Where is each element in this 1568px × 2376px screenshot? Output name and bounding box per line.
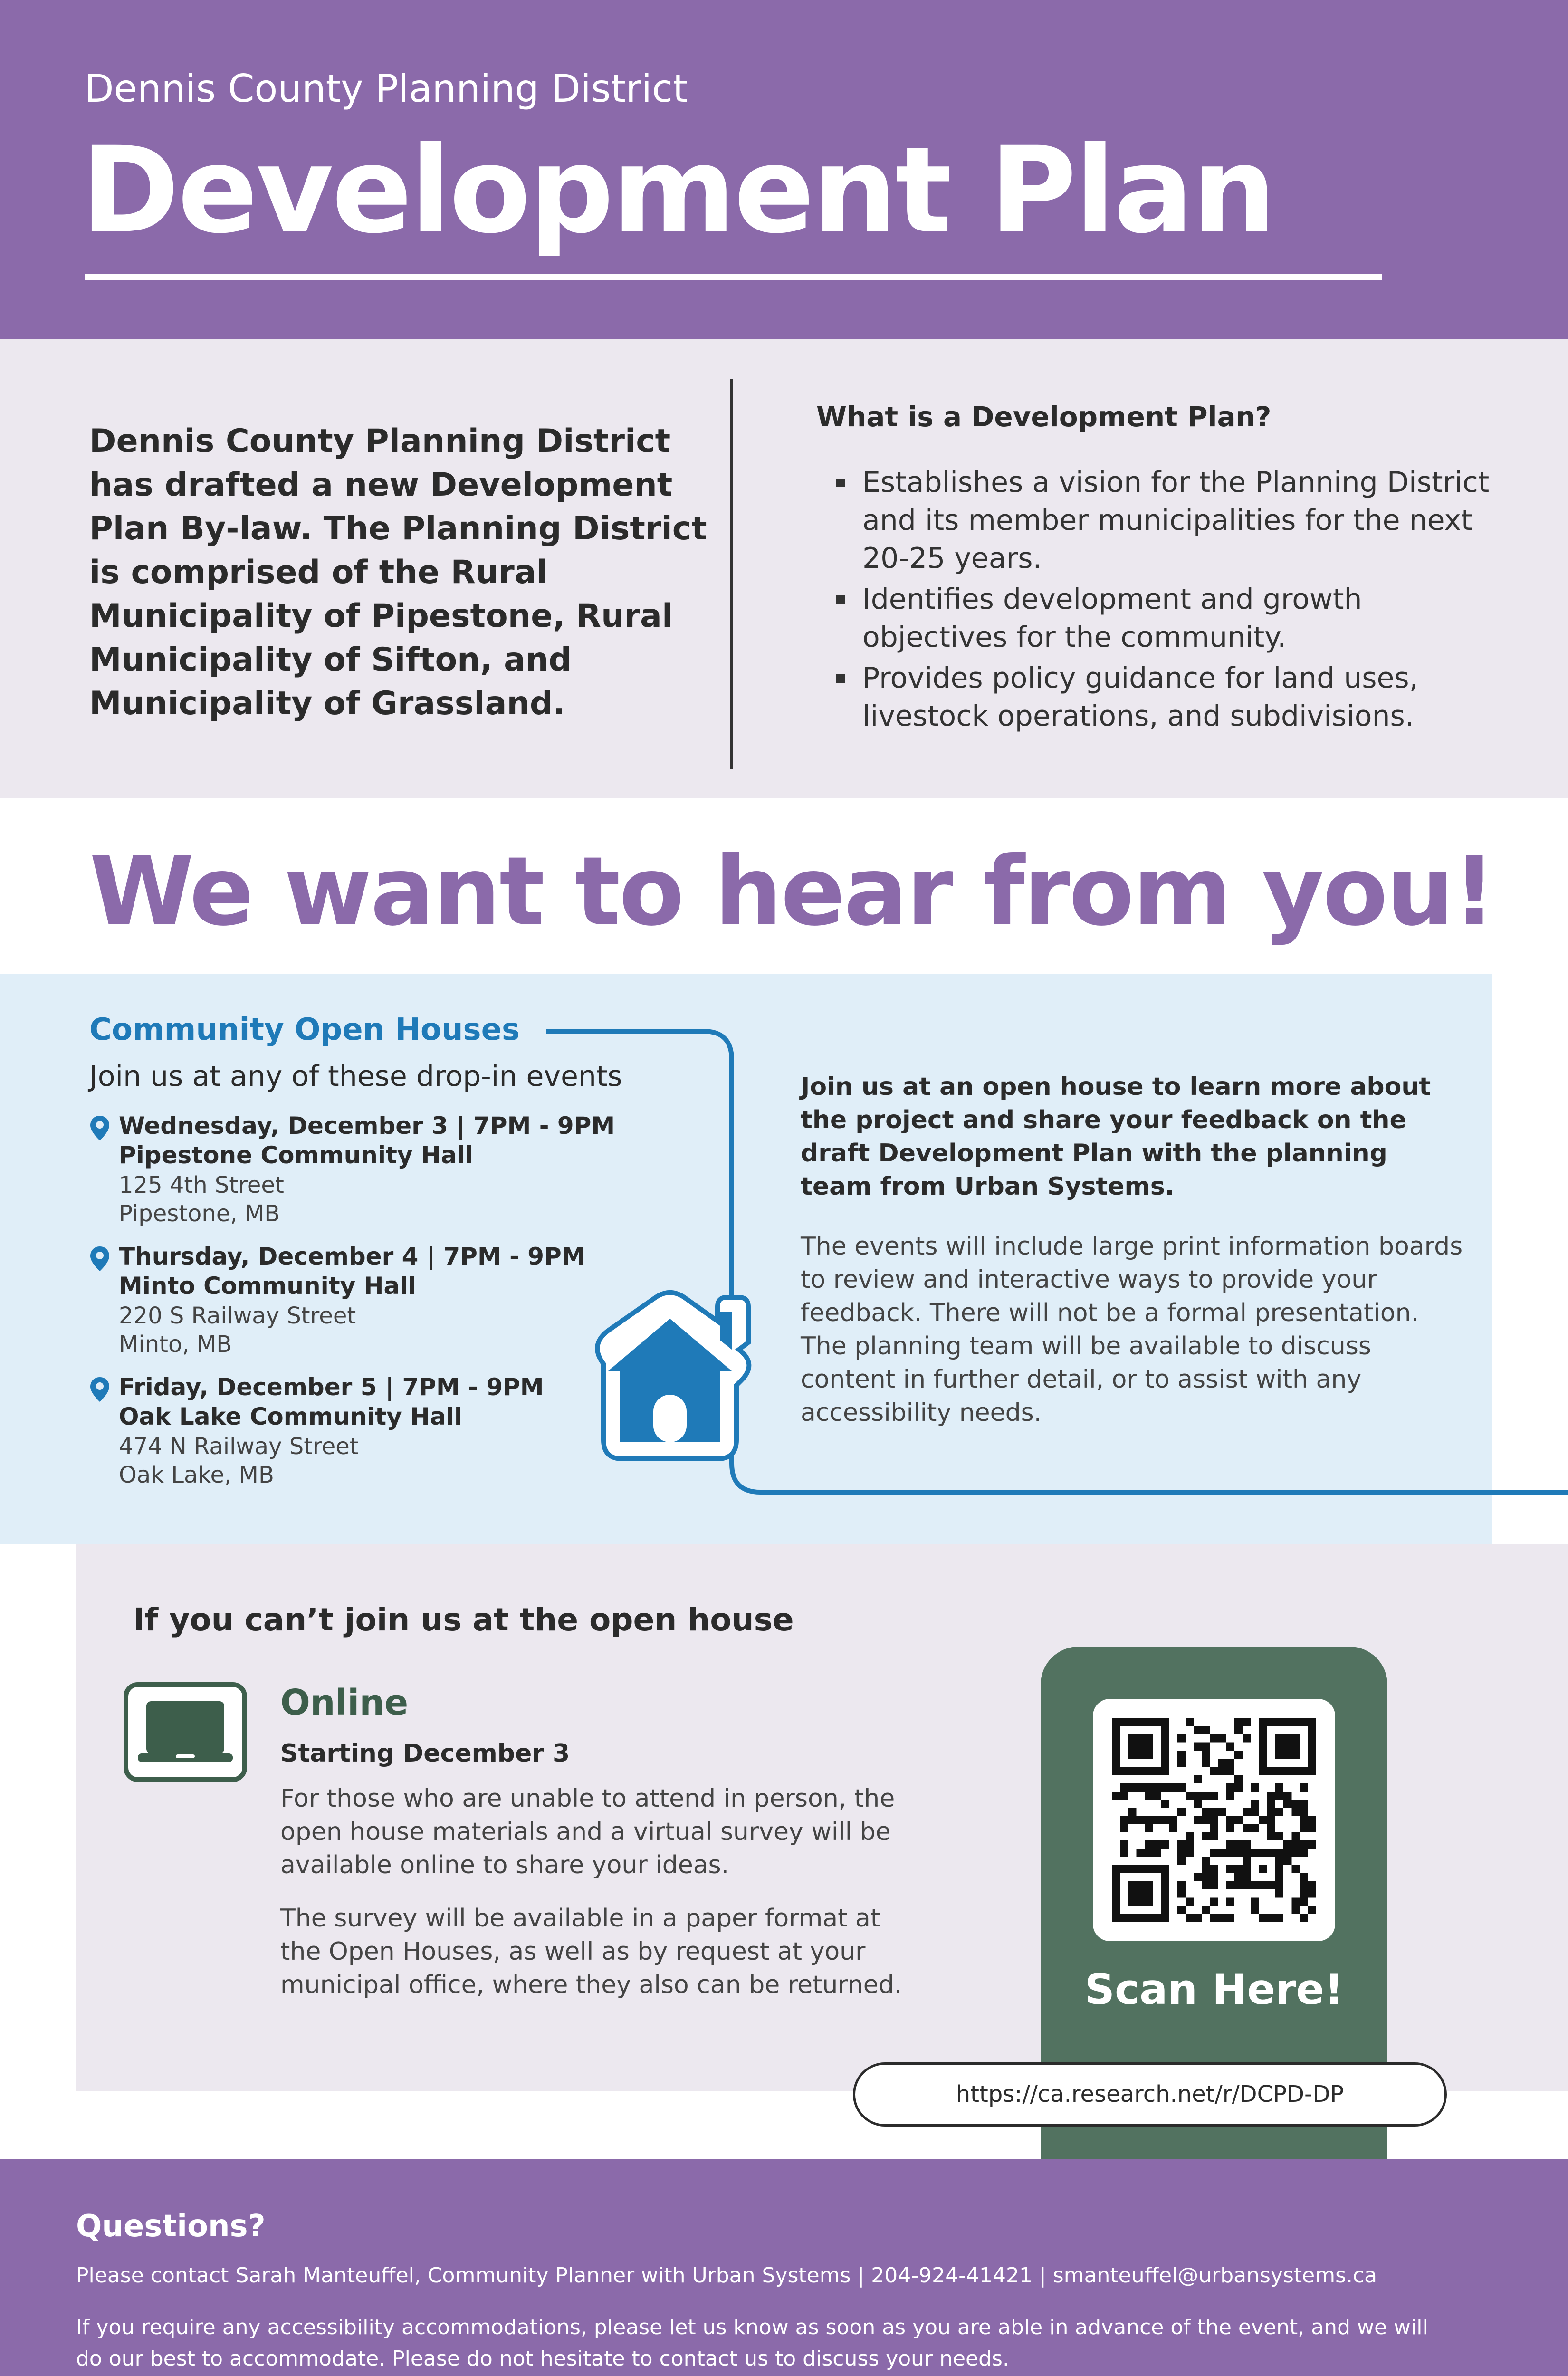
footer [0,2159,1568,2376]
intro-bullet-text: Provides policy guidance for land uses, livestock operations, and subdivisions. [862,661,1418,733]
intro-divider [730,379,733,769]
footer-contact: Please contact Sarah Manteuffel, Community Planner with Urban Systems | 204-924-41421 | smanteuffel@urbansystems.ca [76,2263,1377,2288]
intro-section [0,339,1568,798]
intro-lead: Dennis County Planning District has drafted a new Development Plan By-law. The Planning District is comprised of the Rural Municipality of Pipestone, Rural Municipality of Sifton, and Municipality of Grassland. [89,422,707,722]
event-town: Pipestone, MB [119,1200,280,1227]
footer-questions-heading: Questions? [76,2209,266,2244]
intro-bullet-text: Identifies development and growth objectives for the community. [862,583,1362,654]
map-pin-icon [89,1376,110,1403]
online-start-date: Starting December 3 [280,1739,570,1768]
survey-url-link[interactable]: https://ca.research.net/r/DCPD-DP [853,2062,1447,2127]
intro-question: What is a Development Plan? [816,401,1272,433]
open-houses-section [0,974,1492,1544]
cant-attend-heading: If you can’t join us at the open house [133,1601,794,1638]
house-icon [575,1283,765,1473]
qr-code[interactable] [1112,1718,1316,1922]
online-paragraph-1: For those who are unable to attend in person, the open house materials and a virtual survey will be available online to share your ideas. [280,1784,895,1879]
event-hall: Pipestone Community Hall [119,1141,473,1169]
laptop-icon [124,1682,247,1782]
open-houses-sub: Join us at any of these drop-in events [89,1060,622,1093]
online-paragraph-2: The survey will be available in a paper format at the Open Houses, as well as by request at your municipal office, where they also can be returned. [280,1904,902,1999]
map-pin-icon [89,1115,110,1141]
event-when: Wednesday, December 3 | 7PM - 9PM [119,1112,615,1140]
event-town: Minto, MB [119,1331,232,1358]
bullet-icon [836,674,845,683]
event-hall: Oak Lake Community Hall [119,1403,463,1430]
event-street: 474 N Railway Street [119,1433,359,1460]
qr-frame[interactable] [1093,1699,1335,1941]
intro-bullet [836,659,1501,735]
bullet-icon [836,479,845,487]
open-houses-paragraph: The events will include large print information boards to review and interactive ways to provide your feedback. There will not be a formal presentation. The planning team will be available to discuss content in further detail, or to assist with any accessibility needs. [801,1232,1463,1427]
intro-bullet [836,580,1501,656]
event-when: Friday, December 5 | 7PM - 9PM [119,1373,544,1401]
event-street: 220 S Railway Street [119,1303,356,1329]
hear-from-you-heading: We want to hear from you! [89,836,1495,947]
event-street: 125 4th Street [119,1172,284,1198]
online-title: Online [280,1682,409,1723]
footer-accessibility-note: If you require any accessibility accommodations, please let us know as soon as you are able in advance of the event, and we will do our best to accommodate. Please do not hesitate to contact us to discuss your needs. [76,2315,1428,2371]
intro-bullet [836,463,1501,577]
scan-here-label: Scan Here! [1084,1965,1344,2014]
open-houses-bold-paragraph: Join us at an open house to learn more about the project and share your feedback on the draft Development Plan with the planning team from Urban Systems. [801,1073,1431,1201]
bullet-icon [836,595,845,604]
open-houses-heading: Community Open Houses [89,1012,520,1047]
intro-bullet-text: Establishes a vision for the Planning District and its member municipalities for the next 20-25 years. [862,466,1490,575]
intro-bullet-list [836,463,1501,738]
map-pin-icon [89,1245,110,1272]
page-title: Development Plan [81,121,1275,259]
district-name: Dennis County Planning District [85,67,688,111]
event-hall: Minto Community Hall [119,1272,416,1300]
title-underline [85,274,1382,280]
event-town: Oak Lake, MB [119,1462,274,1488]
header-banner [0,0,1568,339]
event-when: Thursday, December 4 | 7PM - 9PM [119,1243,585,1270]
